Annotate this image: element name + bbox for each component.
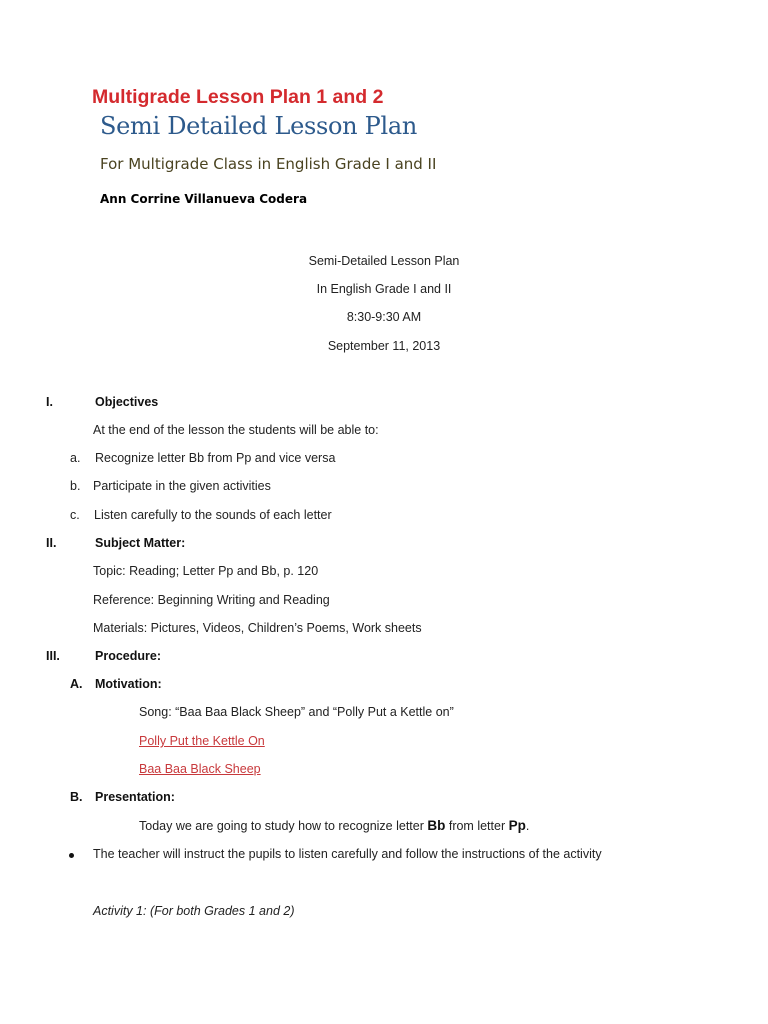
section-heading-procedure: Procedure:	[95, 649, 161, 663]
motivation-song: Song: “Baa Baa Black Sheep” and “Polly Put a Kettle on”	[139, 705, 454, 719]
author-name: Ann Corrine Villanueva Codera	[100, 192, 308, 206]
objective-marker: a.	[70, 451, 81, 465]
presentation-text-end: .	[525, 819, 530, 833]
subject-reference: Reference: Beginning Writing and Reading	[93, 593, 330, 607]
bullet-icon	[69, 853, 74, 858]
subsection-heading-presentation: Presentation:	[95, 790, 175, 804]
presentation-text-start: Today we are going to study how to recognize letter	[139, 819, 428, 833]
presentation-sentence	[139, 818, 529, 833]
subsection-marker-motivation: A.	[70, 677, 83, 691]
subsection-heading-motivation: Motivation:	[95, 677, 162, 691]
objective-item: Recognize letter Bb from Pp and vice versa	[95, 451, 336, 465]
plan-subject: In English Grade I and II	[316, 282, 452, 296]
objective-item: Listen carefully to the sounds of each letter	[94, 508, 332, 522]
polly-kettle-link[interactable]: Polly Put the Kettle On	[139, 734, 265, 748]
subsection-marker-presentation: B.	[70, 790, 83, 804]
objective-marker: b.	[70, 479, 81, 493]
section-numeral-procedure: III.	[46, 649, 60, 663]
plan-type: Semi-Detailed Lesson Plan	[308, 254, 460, 268]
lesson-plan-subtitle: For Multigrade Class in English Grade I and II	[100, 155, 437, 173]
document-title: Multigrade Lesson Plan 1 and 2	[92, 86, 384, 108]
plan-time: 8:30-9:30 AM	[346, 310, 422, 324]
presentation-text-mid: from letter	[445, 819, 509, 833]
lesson-plan-heading: Semi Detailed Lesson Plan	[100, 112, 418, 140]
section-numeral-subject-matter: II.	[46, 536, 57, 550]
activity-heading: Activity 1: (For both Grades 1 and 2)	[93, 904, 295, 918]
letter-pp: Pp	[508, 818, 526, 833]
objective-item: Participate in the given activities	[93, 479, 271, 493]
plan-date: September 11, 2013	[327, 339, 441, 353]
presentation-bullet: The teacher will instruct the pupils to listen carefully and follow the instructions of the activity	[93, 847, 602, 861]
section-numeral-objectives: I.	[46, 395, 53, 409]
baa-black-sheep-link[interactable]: Baa Baa Black Sheep	[139, 762, 261, 776]
subject-topic: Topic: Reading; Letter Pp and Bb, p. 120	[93, 564, 319, 578]
subject-materials: Materials: Pictures, Videos, Children’s Poems, Work sheets	[93, 621, 422, 635]
section-heading-subject-matter: Subject Matter:	[95, 536, 186, 550]
letter-bb: Bb	[427, 818, 446, 833]
objective-marker: c.	[70, 508, 80, 522]
section-heading-objectives: Objectives	[95, 395, 159, 409]
objectives-intro: At the end of the lesson the students will be able to:	[93, 423, 379, 437]
